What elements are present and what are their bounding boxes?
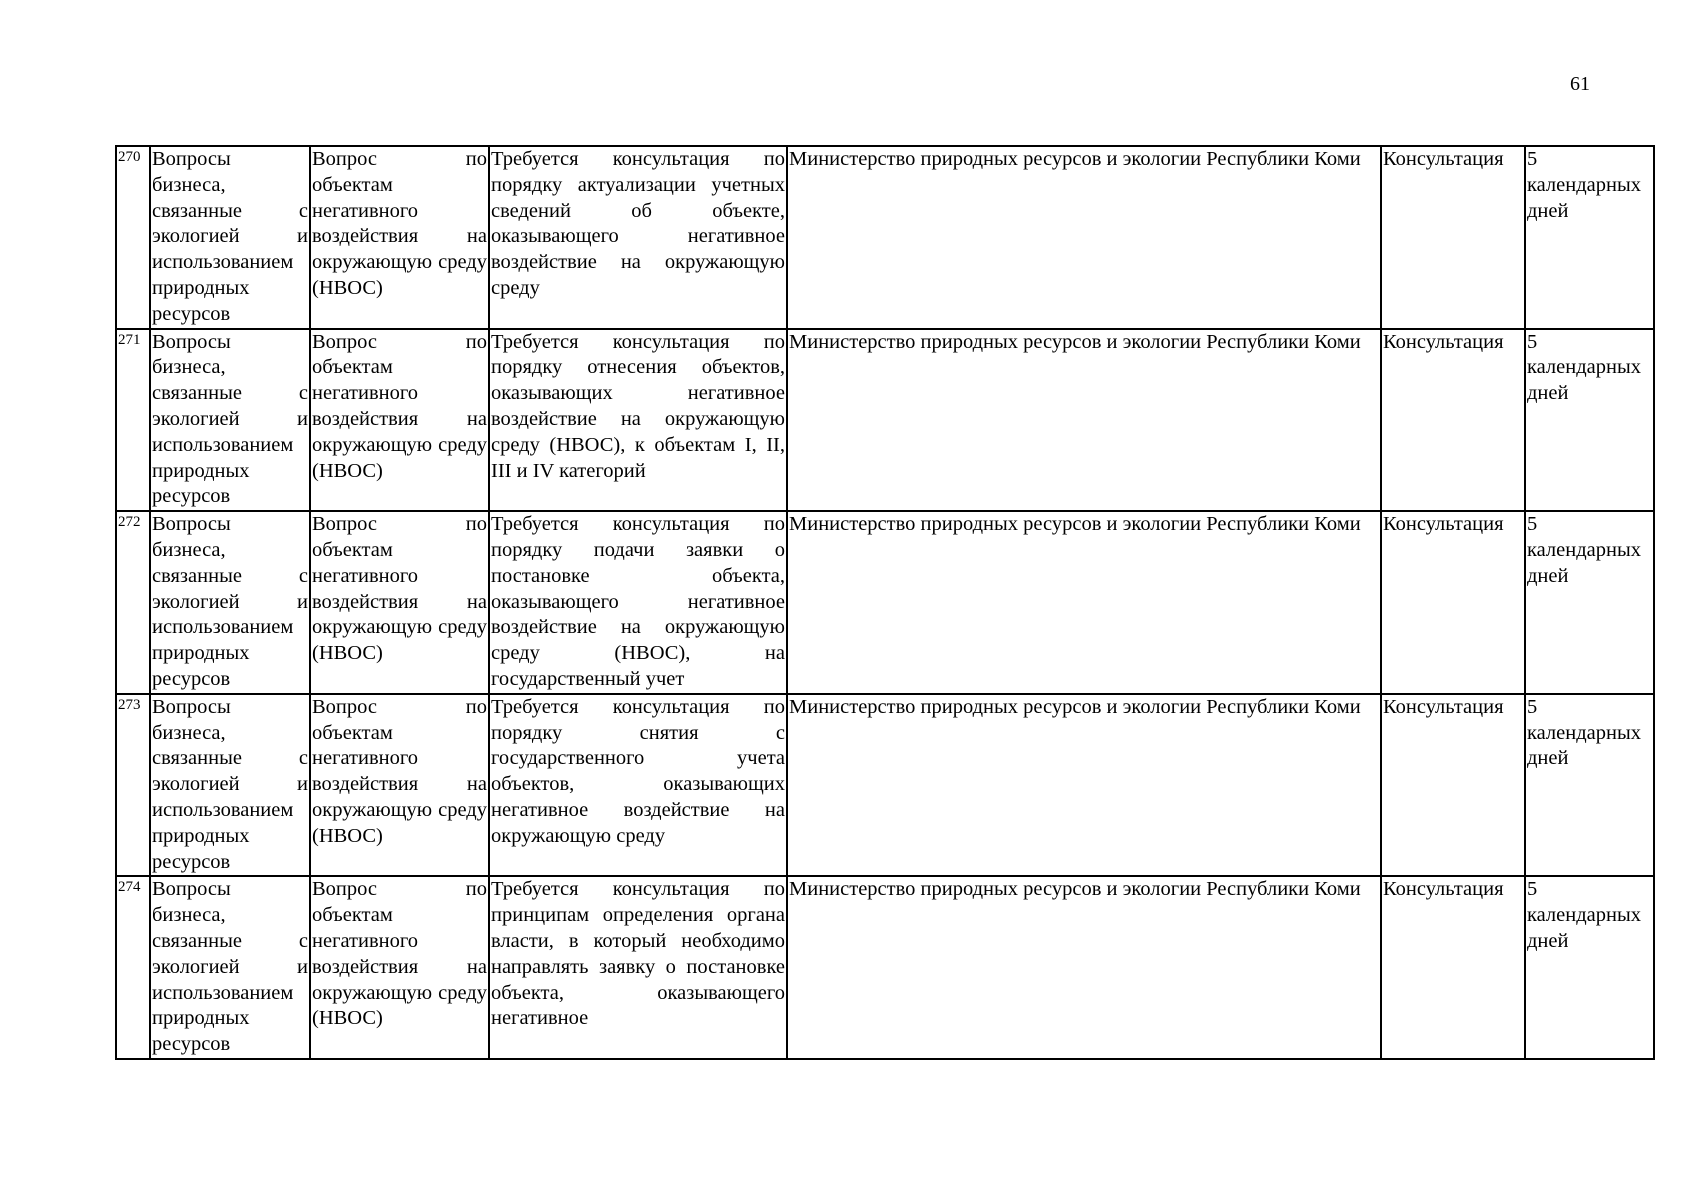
row-number-cell: 272	[116, 511, 150, 694]
form-cell: Консультация	[1381, 146, 1525, 329]
agency-cell: Министерство природных ресурсов и экологии Республики Коми	[787, 511, 1381, 694]
agency-cell: Министерство природных ресурсов и экологии Республики Коми	[787, 146, 1381, 329]
row-number-cell: 271	[116, 329, 150, 512]
term-cell: 5 календарных дней	[1525, 329, 1654, 512]
row-number-cell: 274	[116, 876, 150, 1059]
consultation-table	[115, 145, 1655, 1060]
table-row	[116, 876, 1654, 1059]
agency-cell: Министерство природных ресурсов и экологии Республики Коми	[787, 694, 1381, 877]
page-number: 61	[1570, 73, 1590, 95]
agency-cell: Министерство природных ресурсов и экологии Республики Коми	[787, 876, 1381, 1059]
table-row	[116, 329, 1654, 512]
form-cell: Консультация	[1381, 329, 1525, 512]
form-cell: Консультация	[1381, 511, 1525, 694]
topic-cell: Вопросы бизнеса, связанные с экологией и использованием природных ресурсов	[150, 694, 310, 877]
subtopic-cell: Вопрос по объектам негативного воздействия на окружающую среду (НВОС)	[310, 876, 489, 1059]
description-cell: Требуется консультация по порядку актуализации учетных сведений об объекте, оказывающего негативное воздействие на окружающую среду	[489, 146, 787, 329]
table-row	[116, 146, 1654, 329]
description-cell: Требуется консультация по принципам определения органа власти, в который необходимо направлять заявку о постановке объекта, оказывающего негативное	[489, 876, 787, 1059]
agency-cell: Министерство природных ресурсов и экологии Республики Коми	[787, 329, 1381, 512]
topic-cell: Вопросы бизнеса, связанные с экологией и использованием природных ресурсов	[150, 329, 310, 512]
subtopic-cell: Вопрос по объектам негативного воздействия на окружающую среду (НВОС)	[310, 511, 489, 694]
term-cell: 5 календарных дней	[1525, 876, 1654, 1059]
description-cell: Требуется консультация по порядку подачи заявки о постановке объекта, оказывающего негативное воздействие на окружающую среду (НВОС), на государственный учет	[489, 511, 787, 694]
form-cell: Консультация	[1381, 876, 1525, 1059]
description-cell: Требуется консультация по порядку отнесения объектов, оказывающих негативное воздействие на окружающую среду (НВОС), к объектам I, II, III и IV категорий	[489, 329, 787, 512]
topic-cell: Вопросы бизнеса, связанные с экологией и использованием природных ресурсов	[150, 876, 310, 1059]
form-cell: Консультация	[1381, 694, 1525, 877]
term-cell: 5 календарных дней	[1525, 511, 1654, 694]
table-row	[116, 511, 1654, 694]
topic-cell: Вопросы бизнеса, связанные с экологией и использованием природных ресурсов	[150, 146, 310, 329]
subtopic-cell: Вопрос по объектам негативного воздействия на окружающую среду (НВОС)	[310, 146, 489, 329]
term-cell: 5 календарных дней	[1525, 694, 1654, 877]
subtopic-cell: Вопрос по объектам негативного воздействия на окружающую среду (НВОС)	[310, 694, 489, 877]
subtopic-cell: Вопрос по объектам негативного воздействия на окружающую среду (НВОС)	[310, 329, 489, 512]
row-number-cell: 270	[116, 146, 150, 329]
topic-cell: Вопросы бизнеса, связанные с экологией и использованием природных ресурсов	[150, 511, 310, 694]
description-cell: Требуется консультация по порядку снятия с государственного учета объектов, оказывающих негативное воздействие на окружающую среду	[489, 694, 787, 877]
row-number-cell: 273	[116, 694, 150, 877]
table-row	[116, 694, 1654, 877]
term-cell: 5 календарных дней	[1525, 146, 1654, 329]
